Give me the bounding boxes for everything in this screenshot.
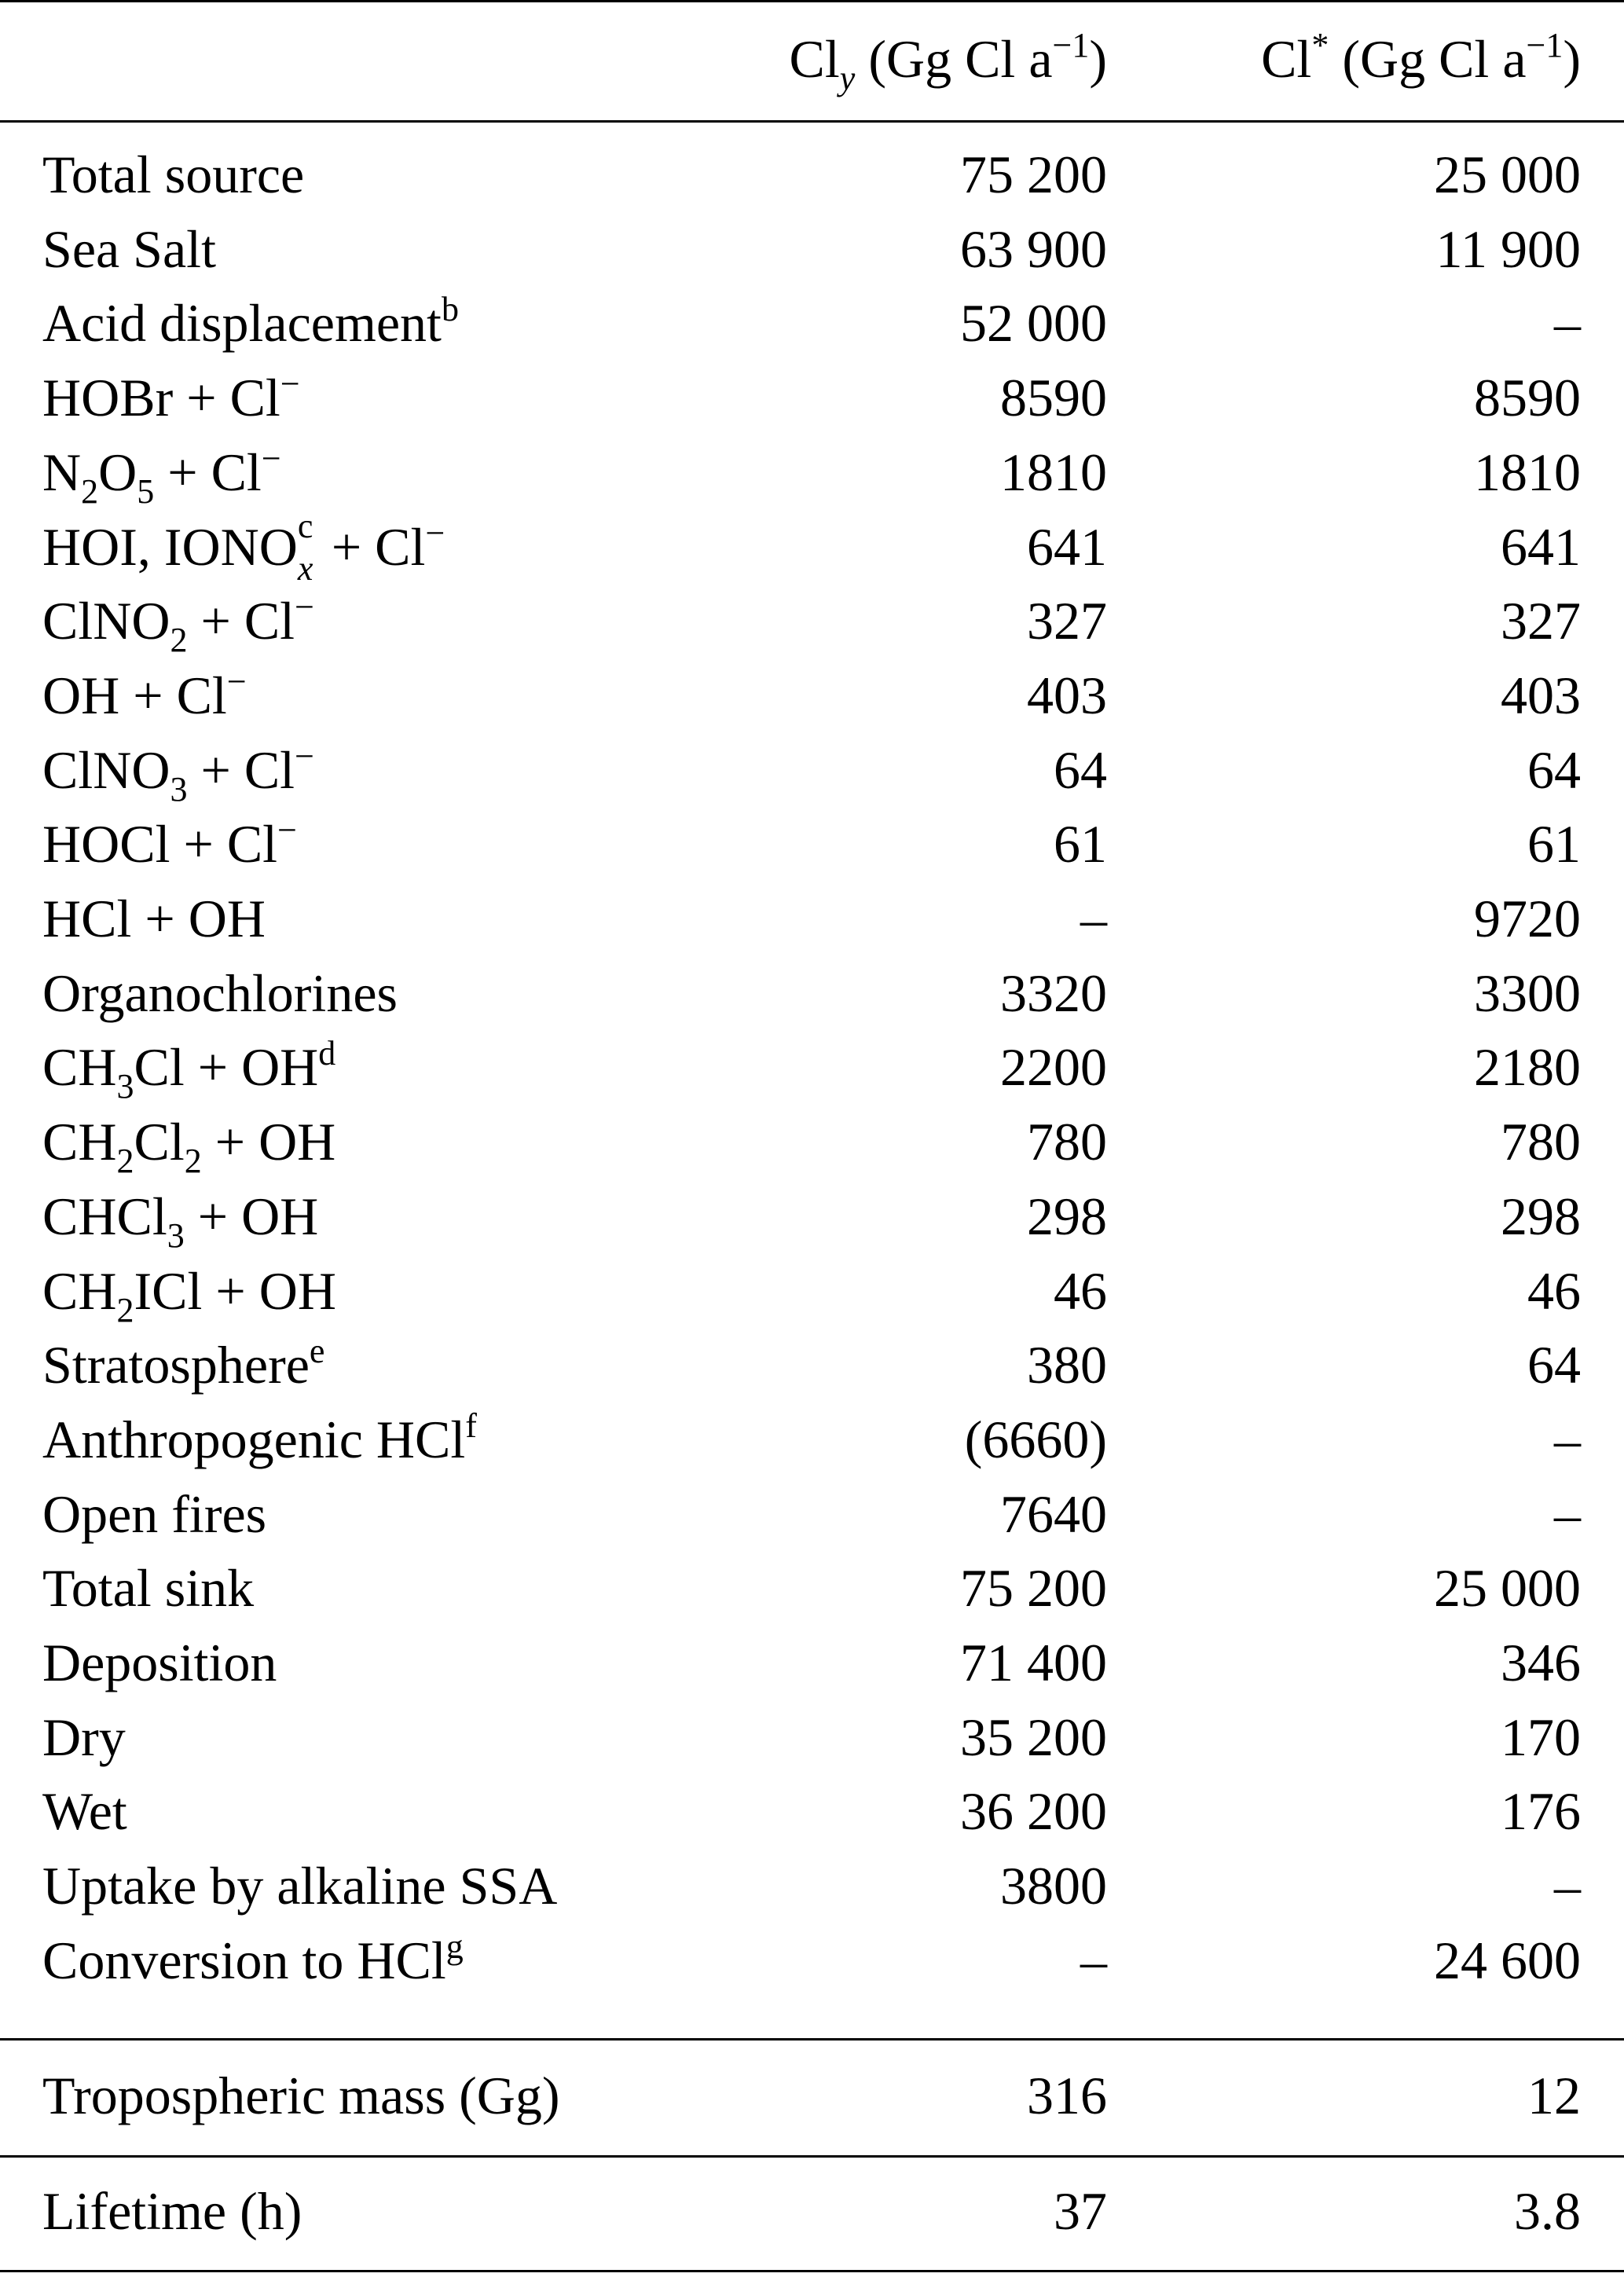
cell-clstar: 9720 xyxy=(1474,889,1581,948)
table-row xyxy=(0,1700,1624,1775)
label-text: + Cl xyxy=(154,442,262,502)
label-text: ICl + OH xyxy=(134,1260,336,1321)
super-subscript xyxy=(297,506,318,588)
cell-clstar: 64 xyxy=(1527,1335,1581,1395)
cell-clstar: 641 xyxy=(1501,516,1581,577)
label-text: HOBr + Cl xyxy=(42,368,280,428)
cell-cly: 1810 xyxy=(1000,442,1107,502)
cell-clstar: – xyxy=(1554,1409,1581,1469)
cell-clstar: 403 xyxy=(1501,665,1581,725)
table-row xyxy=(0,1626,1624,1700)
cell-cly: 380 xyxy=(1027,1335,1107,1395)
cell-cly: 316 xyxy=(1027,2066,1107,2125)
label-text: + OH xyxy=(184,1186,319,1246)
bottom-rule xyxy=(0,2270,1624,2272)
table-row xyxy=(0,1030,1624,1105)
cell-clstar: 170 xyxy=(1501,1707,1581,1767)
subscript: 3 xyxy=(170,769,188,808)
subscript: 2 xyxy=(81,471,99,511)
label-text: Lifetime (h) xyxy=(42,2181,302,2241)
table-row xyxy=(0,361,1624,435)
footnote-superscript: b xyxy=(441,290,459,329)
cell-clstar: 25 000 xyxy=(1434,1558,1581,1619)
table-row xyxy=(0,1477,1624,1552)
label-text: Open fires xyxy=(42,1483,267,1544)
label-text: Anthropogenic HCl xyxy=(42,1409,466,1469)
row-label xyxy=(42,1626,277,1700)
label-text: + Cl xyxy=(317,516,426,577)
cell-cly: 46 xyxy=(1054,1260,1107,1321)
row-label xyxy=(42,2174,302,2249)
table-row xyxy=(0,286,1624,361)
label-text: O xyxy=(98,442,137,502)
table-row xyxy=(0,138,1624,212)
table-row xyxy=(0,435,1624,510)
row-label xyxy=(42,2059,560,2133)
label-text: Wet xyxy=(42,1781,127,1842)
table-row xyxy=(0,2059,1624,2133)
table-row xyxy=(0,807,1624,882)
cell-clstar: 780 xyxy=(1501,1112,1581,1172)
label-text: CH xyxy=(42,1260,117,1321)
label-text: CHCl xyxy=(42,1186,167,1246)
header-unit: (Gg Cl a xyxy=(855,29,1053,89)
footnote-superscript: − xyxy=(226,662,247,701)
section-rule xyxy=(0,2038,1624,2040)
cell-cly: (6660) xyxy=(964,1409,1107,1469)
header-rule xyxy=(0,120,1624,123)
footnote-superscript: d xyxy=(318,1034,336,1073)
cell-clstar: 24 600 xyxy=(1434,1930,1581,1990)
footnote-superscript: c xyxy=(297,506,313,545)
cell-clstar: 3.8 xyxy=(1514,2181,1581,2241)
cell-clstar: – xyxy=(1554,1856,1581,1916)
table-row xyxy=(0,1849,1624,1923)
row-label xyxy=(42,506,445,591)
label-text: + OH xyxy=(201,1112,336,1172)
row-label xyxy=(42,1328,324,1409)
row-label xyxy=(42,1254,336,1335)
cell-cly: 298 xyxy=(1027,1186,1107,1246)
row-label xyxy=(42,733,314,814)
label-text: Conversion to HCl xyxy=(42,1930,446,1990)
cell-clstar: 25 000 xyxy=(1434,145,1581,204)
table-row xyxy=(0,2174,1624,2249)
cell-cly: 75 200 xyxy=(960,1558,1107,1619)
cell-cly: – xyxy=(1080,1930,1107,1990)
row-label xyxy=(42,286,459,367)
cell-cly: 61 xyxy=(1054,814,1107,874)
header-base: Cl xyxy=(1261,29,1312,89)
footnote-superscript: − xyxy=(295,588,314,627)
row-label xyxy=(42,1774,127,1849)
cell-clstar: 12 xyxy=(1527,2066,1581,2125)
label-text: Acid displacement xyxy=(42,293,442,354)
label-text: Tropospheric mass (Gg) xyxy=(42,2066,560,2125)
header-unit-sup: −1 xyxy=(1052,26,1090,64)
table-row xyxy=(0,1774,1624,1849)
label-text: HOCl + Cl xyxy=(42,814,278,874)
table-row xyxy=(0,658,1624,733)
row-label xyxy=(42,1030,335,1111)
cell-cly: 327 xyxy=(1027,591,1107,651)
table-row xyxy=(0,506,1624,588)
header-unit-close: ) xyxy=(1089,29,1107,89)
cell-cly: 64 xyxy=(1054,739,1107,800)
table-row xyxy=(0,1328,1624,1402)
row-label xyxy=(42,1923,464,2004)
cell-clstar: – xyxy=(1554,1483,1581,1544)
row-label xyxy=(42,435,281,516)
table-row xyxy=(0,1551,1624,1626)
header-unit-sup: −1 xyxy=(1526,26,1564,64)
row-label xyxy=(42,1849,557,1923)
subscript: 3 xyxy=(116,1067,134,1106)
label-text: Sea Salt xyxy=(42,218,216,279)
footnote-superscript: e xyxy=(309,1332,325,1371)
table-row xyxy=(0,1179,1624,1254)
footnote-superscript: − xyxy=(277,811,297,850)
cell-clstar: 11 900 xyxy=(1435,218,1581,279)
table-row xyxy=(0,882,1624,956)
row-label xyxy=(42,138,304,212)
row-label xyxy=(42,1700,126,1775)
row-label xyxy=(42,1179,318,1260)
footnote-superscript: f xyxy=(465,1406,477,1445)
subscript: 2 xyxy=(184,1142,202,1181)
footnote-superscript: g xyxy=(445,1927,464,1966)
row-label xyxy=(42,658,247,739)
table-row xyxy=(0,956,1624,1031)
cell-clstar: 8590 xyxy=(1474,368,1581,428)
label-text: + Cl xyxy=(187,591,295,651)
label-text: + Cl xyxy=(187,739,295,800)
footnote-superscript: − xyxy=(425,513,445,552)
cell-cly: 35 200 xyxy=(960,1707,1107,1767)
header-base: Cl xyxy=(789,29,840,89)
header-sub: y xyxy=(839,59,856,97)
cell-cly: 2200 xyxy=(1000,1037,1107,1098)
row-label xyxy=(42,1402,477,1483)
column-header-cly xyxy=(790,22,1107,103)
cell-clstar: 64 xyxy=(1527,739,1581,800)
row-label xyxy=(42,212,216,287)
cell-cly: 71 400 xyxy=(960,1633,1107,1692)
subscript: 2 xyxy=(116,1290,134,1329)
row-label xyxy=(42,807,297,888)
label-text: Total sink xyxy=(42,1558,255,1619)
cell-clstar: 46 xyxy=(1527,1260,1581,1321)
label-text: Total source xyxy=(42,145,305,204)
cell-clstar: 176 xyxy=(1501,1781,1581,1842)
subscript: 3 xyxy=(167,1216,185,1255)
cell-cly: 63 900 xyxy=(960,218,1107,279)
cell-cly: 52 000 xyxy=(960,293,1107,354)
subscript: x xyxy=(297,548,313,588)
header-unit: (Gg Cl a xyxy=(1329,29,1527,89)
header-unit-close: ) xyxy=(1563,29,1581,89)
row-label xyxy=(42,1477,266,1552)
cell-clstar: 1810 xyxy=(1474,442,1581,502)
cell-cly: 403 xyxy=(1027,665,1107,725)
label-text: CH xyxy=(42,1037,117,1098)
label-text: Organochlorines xyxy=(42,962,398,1023)
footnote-superscript: − xyxy=(280,365,300,404)
footnote-superscript: − xyxy=(295,736,314,776)
table-row xyxy=(0,584,1624,658)
label-text: HCl + OH xyxy=(42,889,266,948)
label-text: Stratosphere xyxy=(42,1335,310,1395)
label-text: N xyxy=(42,442,82,502)
subscript: 5 xyxy=(137,471,155,511)
cell-clstar: 327 xyxy=(1501,591,1581,651)
label-text: ClNO xyxy=(42,739,170,800)
row-label xyxy=(42,956,398,1031)
table-row xyxy=(0,212,1624,287)
table-row xyxy=(0,1254,1624,1329)
section-rule xyxy=(0,2155,1624,2158)
label-text: HOI, IONO xyxy=(42,516,298,577)
cell-cly: 8590 xyxy=(1000,368,1107,428)
label-text: Cl + OH xyxy=(134,1037,319,1098)
label-text: OH + Cl xyxy=(42,665,227,725)
table-row xyxy=(0,1923,1624,1998)
top-rule xyxy=(0,0,1624,2)
row-label xyxy=(42,1105,335,1186)
cell-cly: 7640 xyxy=(1000,1483,1107,1544)
cell-clstar: 298 xyxy=(1501,1186,1581,1246)
row-label xyxy=(42,584,314,665)
cell-cly: 641 xyxy=(1027,516,1107,577)
cell-cly: 75 200 xyxy=(960,145,1107,204)
subscript: 2 xyxy=(116,1142,134,1181)
header-sup: * xyxy=(1311,26,1329,64)
cell-clstar: 61 xyxy=(1527,814,1581,874)
subscript: 2 xyxy=(170,621,188,660)
label-text: Uptake by alkaline SSA xyxy=(42,1856,558,1916)
cell-cly: 780 xyxy=(1027,1112,1107,1172)
cell-clstar: 3300 xyxy=(1474,962,1581,1023)
row-label xyxy=(42,1551,254,1626)
cell-cly: – xyxy=(1080,889,1107,948)
cell-cly: 36 200 xyxy=(960,1781,1107,1842)
label-text: ClNO xyxy=(42,591,170,651)
table-row xyxy=(0,1105,1624,1179)
cell-clstar: 346 xyxy=(1501,1633,1581,1692)
cell-cly: 37 xyxy=(1054,2181,1107,2241)
label-text: Dry xyxy=(42,1707,126,1767)
cell-cly: 3800 xyxy=(1000,1856,1107,1916)
cell-clstar: 2180 xyxy=(1474,1037,1581,1098)
label-text: Deposition xyxy=(42,1633,277,1692)
label-text: CH xyxy=(42,1112,117,1172)
footnote-superscript: − xyxy=(261,438,281,478)
column-header-clstar xyxy=(1261,22,1581,103)
label-text: Cl xyxy=(134,1112,185,1172)
row-label xyxy=(42,361,300,442)
table-row xyxy=(0,733,1624,808)
table-row xyxy=(0,1402,1624,1477)
cell-clstar: – xyxy=(1554,293,1581,354)
cell-cly: 3320 xyxy=(1000,962,1107,1023)
row-label xyxy=(42,882,266,956)
